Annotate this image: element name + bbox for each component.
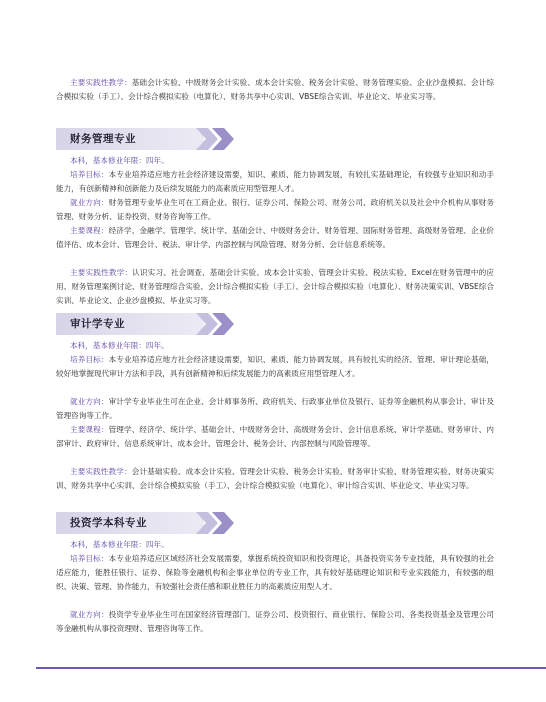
- section-title: 审计学专业: [70, 318, 125, 330]
- invest-duration: 本科，基本修业年限：四年。: [70, 540, 169, 549]
- audit-goal-paragraph: 培养目标：本专业培养适应地方社会经济建设需要，知识、素质、能力协调发展，具有较扎实的经济、管理、审计理论基础，较好地掌握现代审计方法和手段，具有创新精神和后续发展能力的高素质应用型管理人才。: [56, 355, 495, 378]
- chevron-right-icon: [196, 128, 240, 150]
- section-title: 财务管理专业: [70, 133, 136, 145]
- audit-courses-paragraph: 主要课程：管理学、经济学、统计学、基础会计、中级财务会计、高级财务会计、会计信息系统、审计学基础、财务审计、内部审计、政府审计、信息系统审计、成本会计、管理会计、税务会计、内部控制与风险管理等。: [56, 425, 495, 448]
- intro-practice-paragraph: [56, 76, 494, 104]
- invest-goal-paragraph: 培养目标：本专业培养适应区域经济社会发展需要，掌握系统投资知识和投资理论，具备投资实务专业技能，具有较强的社会适应能力，能胜任银行、证券、保险等金融机构和企事业单位的专业工作，具有较好基础理论知识和专业实践能力，有较强的组织、决策、管理、协作能力，有较强社会责任感和职业胜任力的高素质应用型人才。: [56, 554, 495, 591]
- invest-career-paragraph: 就业方向：投资学专业毕业生可在国家经济管理部门、证券公司、投资银行、商业银行、保险公司、各类投资基金及管理公司等金融机构从事投资理财、管理咨询等工作。: [56, 610, 495, 633]
- section-header-audit: [56, 313, 236, 335]
- section-header-finance: [56, 128, 236, 150]
- section-title: 投资学本科专业: [70, 517, 147, 529]
- section-header-invest: [56, 512, 236, 534]
- practice-label: 主要实践性教学：: [70, 78, 132, 87]
- footer-rule: [36, 667, 546, 669]
- audit-practice-paragraph: 主要实践性教学：会计基础实验、成本会计实验、管理会计实验、税务会计实验、财务审计实验、财务管理实验、财务决策实训、财务共享中心实训、会计综合模拟实验（手工）、会计综合模拟实验（电算化）、审计综合实训、毕业论文、毕业实习等。: [56, 467, 495, 490]
- chevron-right-icon: [196, 313, 240, 335]
- finance-career-paragraph: 就业方向：财务管理专业毕业生可在工商企业、银行、证券公司、保险公司、财务公司、政府机关以及社会中介机构从事财务管理、财务分析、证券投资、财务咨询等工作。: [56, 198, 495, 221]
- finance-goal-paragraph: 培养目标：本专业培养适应地方社会经济建设需要，知识、素质、能力协调发展，有较扎实基础理论，有较强专业知识和动手能力，有创新精神和创新能力及后续发展能力的高素质应用型管理人才。: [56, 170, 495, 193]
- finance-courses-paragraph: 主要课程：经济学、金融学、管理学、统计学、基础会计、中级财务会计、财务管理、国际财务管理、高级财务管理、企业价值评估、成本会计、管理会计、税法、审计学、内部控制与风险管理、财务分析、会计信息系统等。: [56, 226, 495, 249]
- finance-duration: 本科，基本修业年限：四年。: [70, 156, 169, 165]
- finance-practice-paragraph: 主要实践性教学：认识实习、社会调查、基础会计实验、成本会计实验、管理会计实验、税法实验、Excel在财务管理中的应用、财务管理案例讨论、财务管理综合实验、会计综合模拟实验（手工）、会计综合模拟实验（电算化）、财务决策实训、VBSE综合实训、毕业论文、企业沙盘模拟、毕业实习等。: [56, 268, 494, 305]
- chevron-right-icon: [196, 512, 240, 534]
- practice-text: 基础会计实验、中级财务会计实验、成本会计实验、税务会计实验、财务管理实验、企业沙盘模拟、会计综合模拟实验（手工）、会计综合模拟实验（电算化）、财务共享中心实训、VBSE综合实训、毕业论文、毕业实习等。: [56, 78, 495, 101]
- audit-duration: 本科，基本修业年限：四年。: [70, 341, 169, 350]
- audit-career-paragraph: 就业方向：审计学专业毕业生可在企业、会计师事务所、政府机关、行政事业单位及银行、证券等金融机构从事会计、审计及管理咨询等工作。: [56, 397, 495, 420]
